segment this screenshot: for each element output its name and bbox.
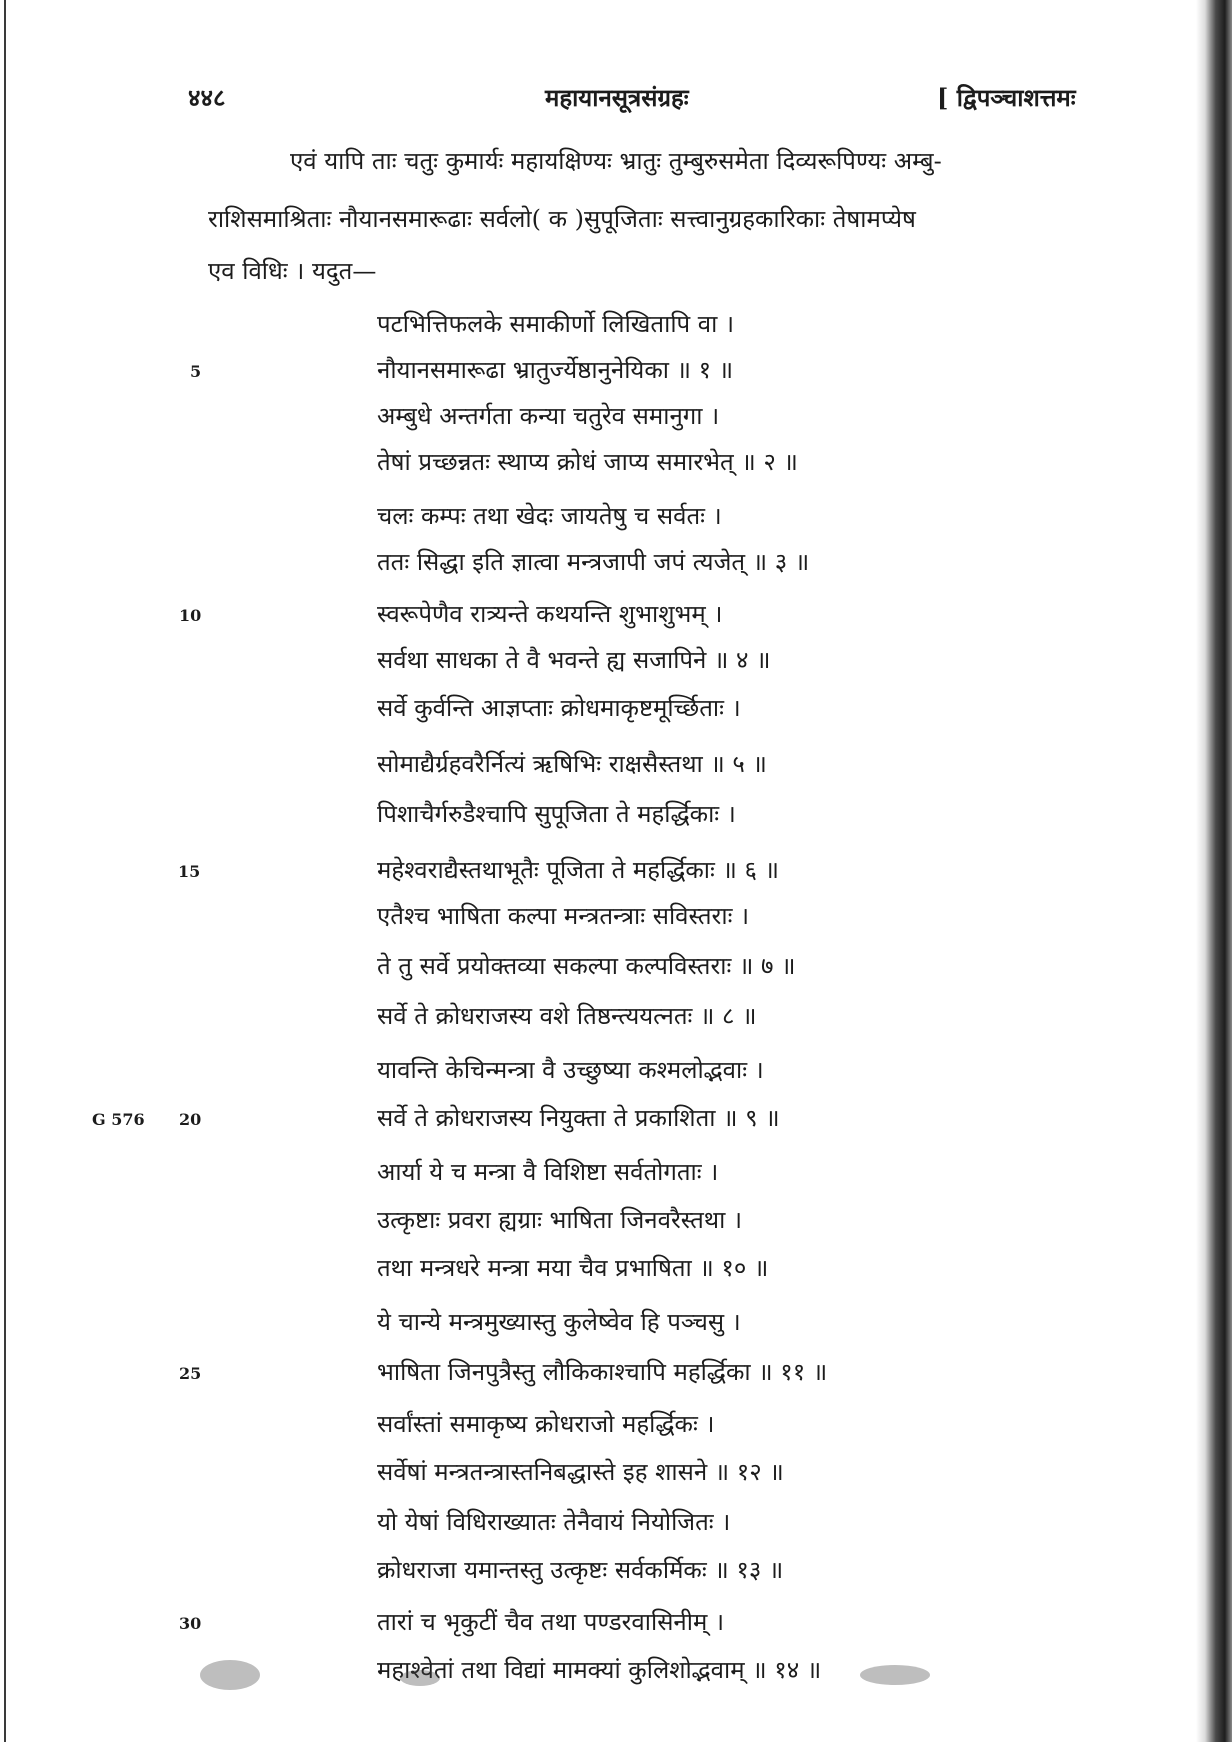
verse-line: स्वरूपेणैव रात्र्यन्ते कथयन्ति शुभाशुभम् । [377,600,723,628]
verse-line: महेश्वराद्यैस्तथाभूतैः पूजिता ते महर्द्धिकाः ॥ ६ ॥ [377,856,779,884]
verse-line: सोमाद्यैर्ग्रहवरैर्नित्यं ऋषिभिः राक्षसैस्तथा ॥ ५ ॥ [377,750,767,778]
verse-line: सर्वांस्तां समाकृष्य क्रोधराजो महर्द्धिकः । [377,1410,715,1438]
chapter-heading: [ द्विपञ्चाशत्तमः [937,83,1076,112]
verse-line: सर्वे ते क्रोधराजस्य नियुक्ता ते प्रकाशिता ॥ ९ ॥ [377,1104,780,1132]
verse-line: ये चान्ये मन्त्रमुख्यास्तु कुलेष्वेव हि पञ्चसु । [377,1308,741,1336]
verse-line: महाश्वेतां तथा विद्यां मामक्यां कुलिशोद्भवाम् ॥ १४ ॥ [377,1656,822,1684]
verse-line: भाषिता जिनपुत्रैस्तु लौकिकाश्चापि महर्द्धिका ॥ ११ ॥ [377,1358,828,1386]
line-number: 20 [179,1110,202,1129]
running-title: महायानसूत्रसंग्रहः [545,83,689,112]
verse-line: सर्वे ते क्रोधराजस्य वशे तिष्ठन्त्ययत्नतः ॥ ८ ॥ [377,1002,757,1030]
line-number: 25 [179,1364,202,1383]
scan-noise [860,1665,930,1685]
verse-line: तारां च भृकुटीं चैव तथा पण्डरवासिनीम् । [377,1608,725,1636]
prose-line: एव विधिः । यदुत— [208,257,377,285]
verse-line: पटभित्तिफलके समाकीर्णो लिखितापि वा । [377,310,735,338]
line-number: 10 [179,606,202,625]
prose-line: राशिसमाश्रिताः नौयानसमारूढाः सर्वलो( क )सुपूजिताः सत्त्वानुग्रहकारिकाः तेषामप्येष [208,205,916,233]
left-margin-rule [4,0,6,1742]
verse-line: तेषां प्रच्छन्नतः स्थाप्य क्रोधं जाप्य समारभेत् ॥ २ ॥ [377,448,798,476]
page-number: ४४८ [188,83,226,112]
verse-line: सर्वे कुर्वन्ति आज्ञप्ताः क्रोधमाकृष्टमूर्च्छिताः । [377,694,741,722]
verse-line: उत्कृष्टाः प्रवरा ह्यग्राः भाषिता जिनवरैस्तथा । [377,1206,743,1234]
verse-line: सर्वेषां मन्त्रतन्त्रास्तनिबद्धास्ते इह शासने ॥ १२ ॥ [377,1458,784,1486]
verse-line: आर्या ये च मन्त्रा वै विशिष्टा सर्वतोगताः । [377,1158,719,1186]
verse-line: यावन्ति केचिन्मन्त्रा वै उच्छुष्या कश्मलोद्भवाः । [377,1056,764,1084]
margin-reference: G 576 [92,1110,145,1129]
line-number: 30 [179,1614,202,1633]
scan-noise [200,1660,260,1690]
verse-line: क्रोधराजा यमान्तस्तु उत्कृष्टः सर्वकर्मिकः ॥ १३ ॥ [377,1556,784,1584]
verse-line: ते तु सर्वे प्रयोक्तव्या सकल्पा कल्पविस्तराः ॥ ७ ॥ [377,952,796,980]
verse-line: यो येषां विधिराख्यातः तेनैवायं नियोजितः । [377,1508,731,1536]
line-number: 15 [178,862,201,881]
verse-line: पिशाचैर्गरुडैश्चापि सुपूजिता ते महर्द्धिकाः । [377,800,736,828]
prose-line: एवं यापि ताः चतुः कुमार्यः महायक्षिण्यः भ्रातुः तुम्बुरुसमेता दिव्यरूपिण्यः अम्बु- [290,147,942,175]
verse-line: नौयानसमारूढा भ्रातुर्ज्येष्ठानुनेयिका ॥ १ ॥ [377,356,734,384]
scan-noise [400,1670,440,1686]
verse-line: एतैश्च भाषिता कल्पा मन्त्रतन्त्राः सविस्तराः । [377,902,750,930]
verse-line: अम्बुधे अन्तर्गता कन्या चतुरेव समानुगा । [377,402,720,430]
verse-line: चलः कम्पः तथा खेदः जायतेषु च सर्वतः । [377,502,722,530]
verse-line: सर्वथा साधका ते वै भवन्ते ह्य सजापिने ॥ ४ ॥ [377,646,771,674]
line-number: 5 [190,362,202,381]
book-binding-edge [1196,0,1232,1742]
verse-line: तथा मन्त्रधरे मन्त्रा मया चैव प्रभाषिता ॥ १० ॥ [377,1254,769,1282]
verse-line: ततः सिद्धा इति ज्ञात्वा मन्त्रजापी जपं त्यजेत् ॥ ३ ॥ [377,548,810,576]
